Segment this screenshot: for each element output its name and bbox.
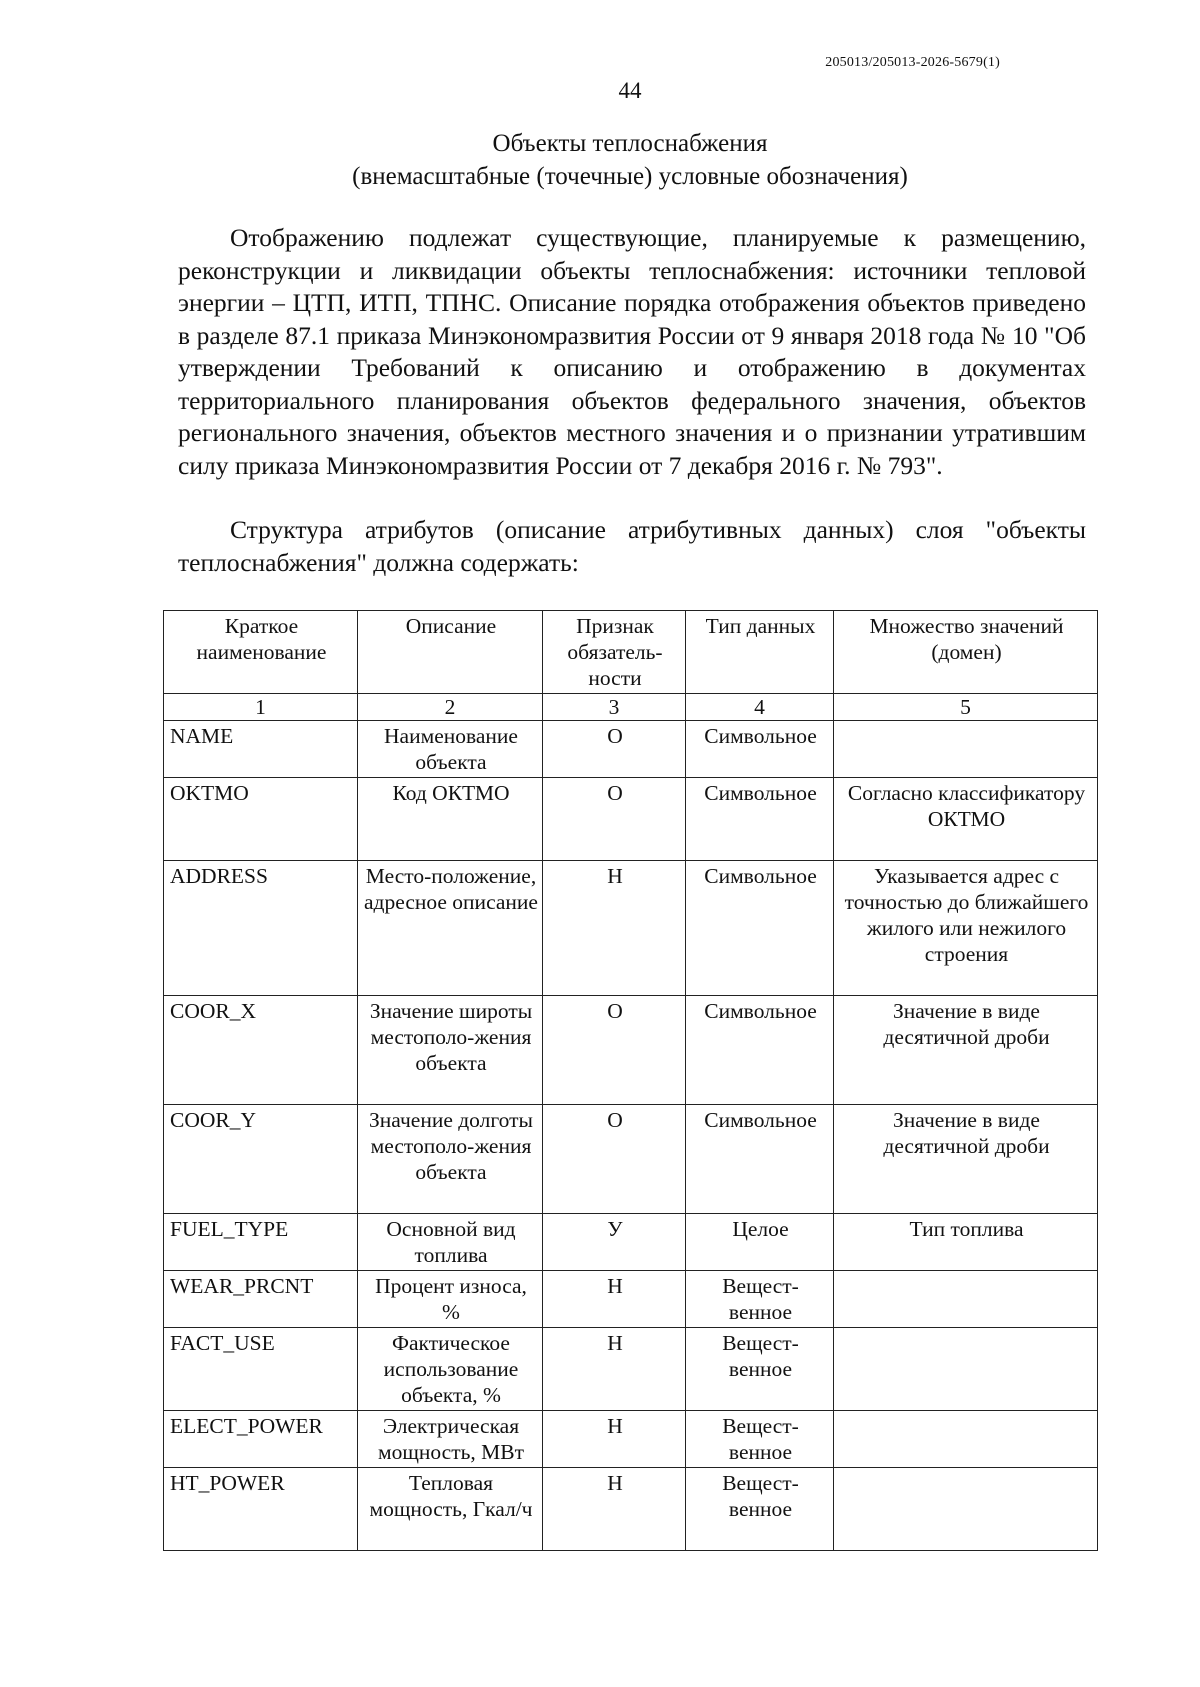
paragraph-text: Структура атрибутов (описание атрибутивных данных) слоя "объекты теплоснабжения" должна содержать: xyxy=(178,515,1086,577)
cell-data-type: Целое xyxy=(686,1214,834,1271)
column-number-row xyxy=(164,694,1098,721)
column-number: 3 xyxy=(543,694,686,721)
cell-required-flag: О xyxy=(543,1105,686,1214)
cell-data-type: Символьное xyxy=(686,1105,834,1214)
cell-description: Тепловая мощность, Гкал/ч xyxy=(358,1468,543,1551)
table-row xyxy=(164,1105,1098,1214)
cell-short-name: FACT_USE xyxy=(164,1328,358,1411)
table-header-row xyxy=(164,611,1098,694)
column-header-description: Описание xyxy=(358,611,543,694)
table-row xyxy=(164,721,1098,778)
column-header-short-name: Краткое наименование xyxy=(164,611,358,694)
table-row xyxy=(164,1411,1098,1468)
cell-short-name: FUEL_TYPE xyxy=(164,1214,358,1271)
cell-domain: Согласно классификатору ОКТМО xyxy=(834,778,1098,861)
page-number: 44 xyxy=(618,78,642,103)
cell-required-flag: О xyxy=(543,778,686,861)
column-header-required-flag: Признак обязатель-ности xyxy=(543,611,686,694)
cell-data-type: Вещест-венное xyxy=(686,1271,834,1328)
cell-description: Наименование объекта xyxy=(358,721,543,778)
column-number: 5 xyxy=(834,694,1098,721)
cell-short-name: HT_POWER xyxy=(164,1468,358,1551)
cell-domain xyxy=(834,1411,1098,1468)
cell-required-flag: Н xyxy=(543,1411,686,1468)
table-row xyxy=(164,861,1098,996)
cell-required-flag: О xyxy=(543,996,686,1105)
cell-short-name: ELECT_POWER xyxy=(164,1411,358,1468)
cell-required-flag: О xyxy=(543,721,686,778)
cell-description: Значение широты местополо-жения объекта xyxy=(358,996,543,1105)
table-row xyxy=(164,1468,1098,1551)
column-number: 4 xyxy=(686,694,834,721)
cell-data-type: Символьное xyxy=(686,996,834,1105)
table-row xyxy=(164,1271,1098,1328)
cell-data-type: Вещест-венное xyxy=(686,1468,834,1551)
cell-domain xyxy=(834,1271,1098,1328)
cell-short-name: OKTMO xyxy=(164,778,358,861)
table-row xyxy=(164,1328,1098,1411)
paragraph-text: Отображению подлежат существующие, планируемые к размещению, реконструкции и ликвидации объекты теплоснабжения: источники тепловой энергии – ЦТП, ИТП, ТПНС. Описание порядка отображения объектов приведено в разделе 87.1 приказа Минэкономразвития России от 9 января 2018 года № 10 "Об утверждении Требований к описанию и отображению в документах территориального планирования объектов федерального значения, объектов регионального значения, объектов местного значения и о признании утратившим силу приказа Минэкономразвития России от 7 декабря 2016 г. № 793". xyxy=(178,223,1086,480)
cell-data-type: Вещест-венное xyxy=(686,1411,834,1468)
cell-domain: Тип топлива xyxy=(834,1214,1098,1271)
paragraph-structure xyxy=(178,514,1086,579)
column-number: 2 xyxy=(358,694,543,721)
cell-short-name: COOR_X xyxy=(164,996,358,1105)
cell-description: Код ОКТМО xyxy=(358,778,543,861)
cell-short-name: COOR_Y xyxy=(164,1105,358,1214)
cell-description: Электрическая мощность, МВт xyxy=(358,1411,543,1468)
table-row xyxy=(164,1214,1098,1271)
document-code: 205013/205013-2026-5679(1) xyxy=(825,55,1000,70)
attributes-table xyxy=(163,610,1098,1551)
cell-domain: Значение в виде десятичной дроби xyxy=(834,996,1098,1105)
column-header-data-type: Тип данных xyxy=(686,611,834,694)
table-row xyxy=(164,778,1098,861)
section-title: Объекты теплоснабжения xyxy=(492,130,768,157)
cell-description: Место-положение, адресное описание xyxy=(358,861,543,996)
cell-data-type: Символьное xyxy=(686,778,834,861)
cell-domain xyxy=(834,1468,1098,1551)
cell-data-type: Вещест-венное xyxy=(686,1328,834,1411)
cell-domain: Значение в виде десятичной дроби xyxy=(834,1105,1098,1214)
cell-description: Фактическое использование объекта, % xyxy=(358,1328,543,1411)
cell-data-type: Символьное xyxy=(686,721,834,778)
column-header-domain: Множество значений (домен) xyxy=(834,611,1098,694)
column-number: 1 xyxy=(164,694,358,721)
cell-required-flag: Н xyxy=(543,861,686,996)
cell-short-name: WEAR_PRCNT xyxy=(164,1271,358,1328)
cell-description: Основной вид топлива xyxy=(358,1214,543,1271)
cell-short-name: ADDRESS xyxy=(164,861,358,996)
cell-domain xyxy=(834,721,1098,778)
section-subtitle: (внемасштабные (точечные) условные обозначения) xyxy=(352,163,908,190)
cell-required-flag: Н xyxy=(543,1468,686,1551)
cell-short-name: NAME xyxy=(164,721,358,778)
cell-required-flag: Н xyxy=(543,1271,686,1328)
cell-domain xyxy=(834,1328,1098,1411)
cell-domain: Указывается адрес с точностью до ближайшего жилого или нежилого строения xyxy=(834,861,1098,996)
table-row xyxy=(164,996,1098,1105)
paragraph-description xyxy=(178,222,1086,482)
cell-required-flag: У xyxy=(543,1214,686,1271)
cell-description: Процент износа, % xyxy=(358,1271,543,1328)
cell-description: Значение долготы местополо-жения объекта xyxy=(358,1105,543,1214)
cell-required-flag: Н xyxy=(543,1328,686,1411)
cell-data-type: Символьное xyxy=(686,861,834,996)
